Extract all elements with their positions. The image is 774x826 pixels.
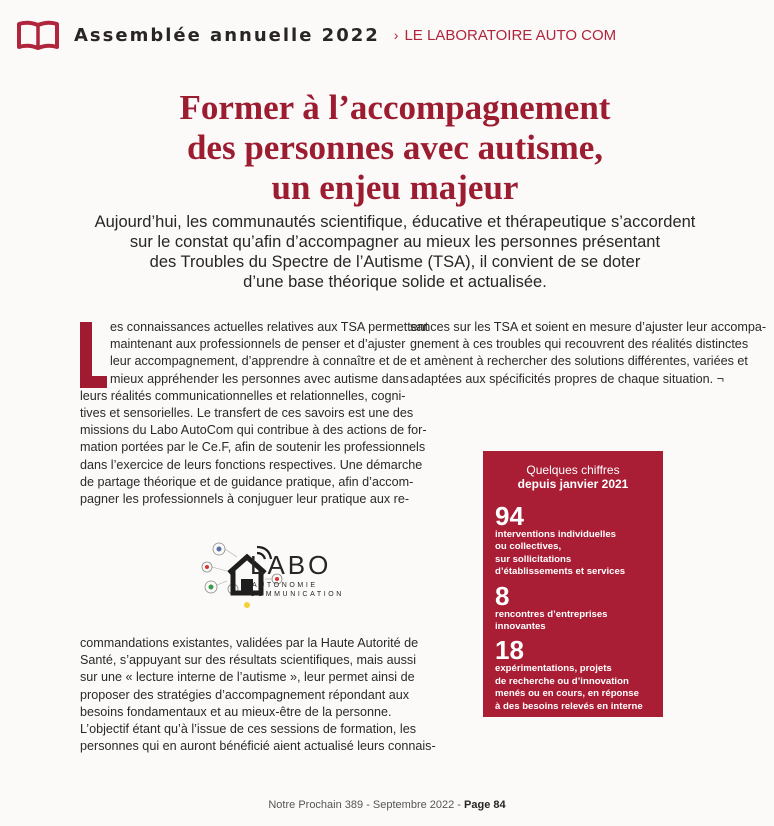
body-line: L’objectif étant qu’à l’issue de ces sessions de formation, les <box>80 722 417 737</box>
labo-logo-text <box>250 550 344 599</box>
stat-line: interventions individuelles <box>495 529 617 540</box>
logo-subline-1: AUTONOMIE <box>252 582 318 589</box>
article-title <box>60 88 730 208</box>
body-line: maintenant aux professionnels de penser et d’ajuster <box>110 337 406 352</box>
body-line: leur accompagnement, d’apprendre à connaître et de <box>110 354 407 369</box>
body-line: Santé, s’appuyant sur des résultats scientifiques, mais aussi <box>80 653 417 668</box>
title-line: Former à l’accompagnement <box>179 88 611 127</box>
stat-number: 8 <box>495 580 510 611</box>
body-line: pagner les professionnels à conjuguer leur pratique aux re- <box>80 492 410 507</box>
intro-line: sur le constat qu’afin d’accompagner au mieux les personnes présentant <box>129 233 661 251</box>
stat-line: à des besoins relevés en interne <box>495 700 643 712</box>
title-line: des personnes avec autisme, <box>186 128 604 167</box>
body-line: proposer des stratégies d’accompagnement répondant aux <box>80 687 410 702</box>
stats-box <box>483 451 663 717</box>
stats-subtitle: depuis janvier 2021 <box>517 477 629 491</box>
stats-title: Quelques chiffres <box>526 463 620 477</box>
stat-number: 94 <box>495 501 524 531</box>
body-line: mieux appréhender les personnes avec autisme dans <box>110 371 409 386</box>
body-line: sances sur les TSA et soient en mesure d’ajuster leur accompa- <box>410 320 767 334</box>
intro-line: Aujourd’hui, les communautés scientifique, éducative et thérapeutique s’accordent <box>94 213 696 231</box>
body-line: mation portées par le Ce.F, afin de soutenir les professionnels <box>80 440 426 455</box>
logo-subline-2: COMMUNICATION <box>250 591 344 598</box>
header-title: Assemblée annuelle 2022 <box>74 24 380 46</box>
stat-line: menés ou en cours, en réponse <box>495 688 639 700</box>
body-line: de partage théorique et de guidance pratique, afin d’accom- <box>80 474 414 489</box>
logo-word: LABO <box>250 550 332 580</box>
open-book-icon <box>16 20 60 50</box>
body-line: es connaissances actuelles relatives aux TSA permettent <box>110 320 429 334</box>
body-line: missions du Labo AutoCom qui contribue à des actions de for- <box>80 423 427 438</box>
page-footer <box>0 799 774 811</box>
body-column-right <box>410 319 767 388</box>
body-line: dans l’exercice de leurs fonctions respectives. Une démarche <box>80 457 423 472</box>
stat-line: rencontres d’entreprises <box>495 608 608 620</box>
stat-line: ou collectives, <box>495 541 562 553</box>
article-intro <box>60 212 730 292</box>
body-line: adaptées aux spécificités propres de chaque situation. ¬ <box>410 371 724 386</box>
stat-line: sur sollicitations <box>495 553 572 565</box>
intro-line: d’une base théorique solide et actualisée. <box>243 273 547 291</box>
header-section: LE LABORATOIRE AUTO COM <box>404 26 617 44</box>
body-line: besoins fondamentaux et au mieux-être de la personne. <box>80 704 392 719</box>
body-line: et amènent à rechercher des solutions différentes, variées et <box>410 354 748 369</box>
title-line: un enjeu majeur <box>271 168 519 207</box>
page-number: Page 84 <box>464 799 506 811</box>
body-line: sur une « lecture interne de l’autisme », leur permet ainsi de <box>80 670 415 685</box>
body-line: gnement à ces troubles qui recouvrent des réalités distinctes <box>410 337 749 352</box>
body-column-left-lower <box>80 635 436 755</box>
body-line: tives et sensorielles. Le transfert de ces savoirs est une des <box>80 406 414 421</box>
stat-description <box>495 529 651 579</box>
stat-description <box>495 663 651 713</box>
page-header <box>16 18 616 52</box>
body-line: commandations existantes, validées par la Haute Autorité de <box>80 636 419 650</box>
stat-number: 18 <box>495 635 524 666</box>
stat-line: expérimentations, projets <box>495 663 612 675</box>
stat-description <box>495 609 651 634</box>
header-separator: › <box>393 27 399 43</box>
stat-line: d’établissements et services <box>495 566 626 578</box>
body-line: leurs réalités communicationnelles et relationnelles, cogni- <box>80 388 406 403</box>
body-line: personnes qui en auront bénéficié aient actualisé leurs connais- <box>80 739 436 754</box>
intro-line: des Troubles du Spectre de l’Autisme (TSA), il convient de se doter <box>149 253 641 271</box>
stats-heading <box>495 463 651 491</box>
stat-line: de recherche ou d’innovation <box>495 675 629 687</box>
stat-line: innovantes <box>495 621 546 633</box>
body-column-left <box>80 319 429 508</box>
footer-text: Notre Prochain 389 - Septembre 2022 - <box>268 799 461 811</box>
